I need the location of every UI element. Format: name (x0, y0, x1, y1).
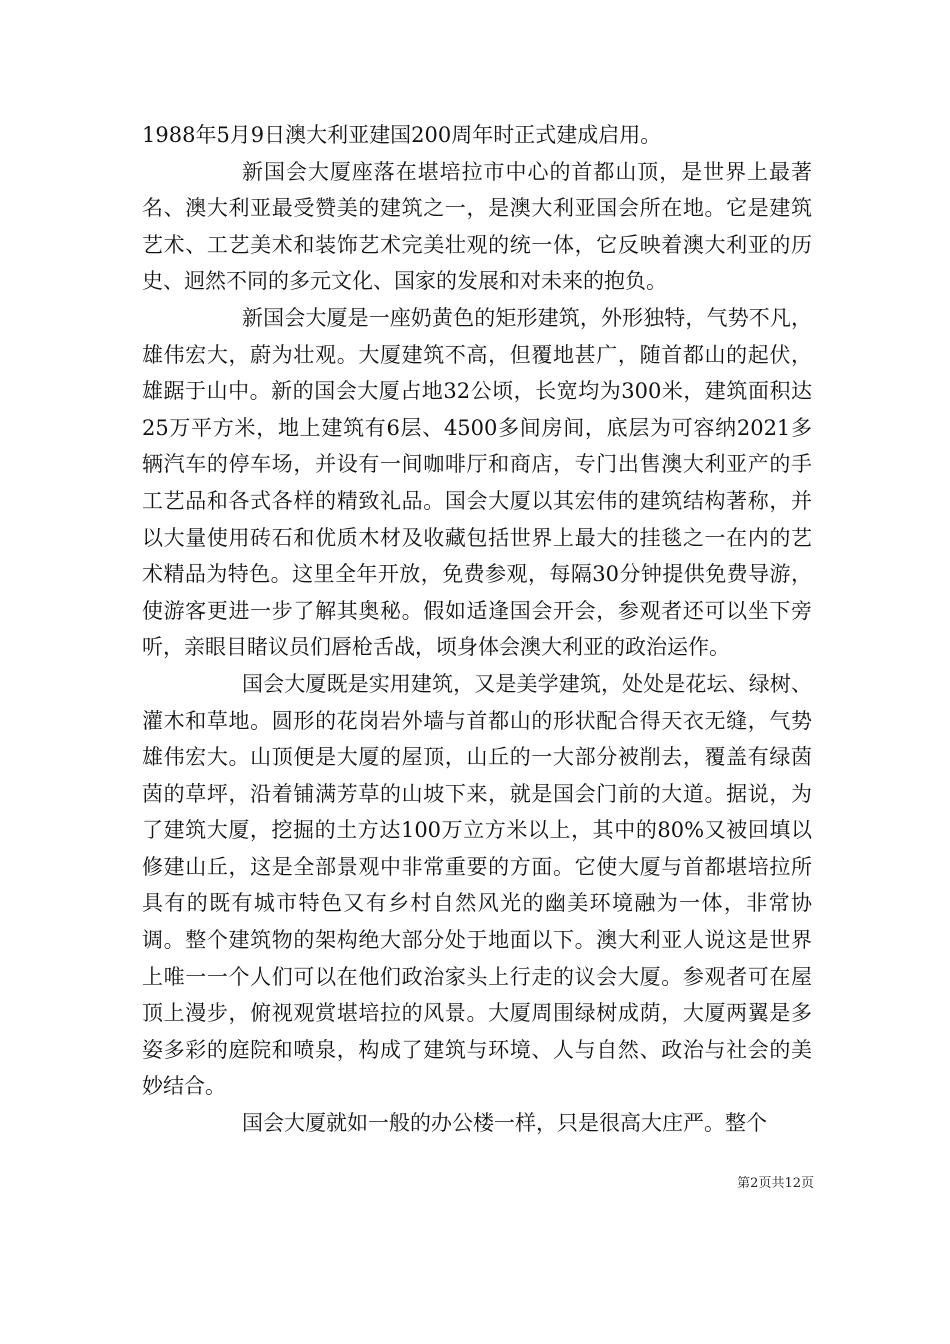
paragraph-parliament-location: 新国会大厦座落在堪培拉市中心的首都山顶，是世界上最著名、澳大利亚最受赞美的建筑之一，是澳大利亚国会所在地。它是建筑艺术、工艺美术和装饰艺术完美壮观的统一体，它反映着澳大利亚的历史、迥然不同的多元文化、国家的发展和对未来的抱负。 (142, 159, 812, 294)
paragraph-office-building: 国会大厦就如一般的办公楼一样，只是很高大庄严。整个 (242, 1111, 767, 1136)
paragraph-building-description: 新国会大厦是一座奶黄色的矩形建筑，外形独特，气势不凡，雄伟宏大，蔚为壮观。大厦建筑不高，但覆地甚广，随首都山的起伏，雄踞于山中。新的国会大厦占地32公顷，长宽均为300米，建筑面积达25万平方米，地上建筑有6层、4500多间房间，底层为可容纳2021多辆汽车的停车场，并设有一间咖啡厅和商店，专门出售澳大利亚产的手工艺品和各式各样的精致礼品。国会大厦以其宏伟的建筑结构著称，并以大量使用砖石和优质木材及收藏包括世界上最大的挂毯之一在内的艺术精品为特色。这里全年开放，免费参观，每隔30分钟提供免费导游，使游客更进一步了解其奥秘。假如适逢国会开会，参观者还可以坐下旁听，亲眼目睹议员们唇枪舌战，顷身体会澳大利亚的政治运作。 (142, 305, 812, 660)
page-number-footer: 第2页共12页 (737, 1176, 814, 1191)
document-body (142, 117, 812, 1142)
paragraph-landscape-design: 国会大厦既是实用建筑，又是美学建筑，处处是花坛、绿树、灌木和草地。圆形的花岗岩外墙与首都山的形状配合得天衣无缝，气势雄伟宏大。山顶便是大厦的屋顶，山丘的一大部分被削去，覆盖有绿茵茵的草坪，沿着铺满芳草的山坡下来，就是国会门前的大道。据说，为了建筑大厦，挖掘的土方达100万立方米以上，其中的80%又被回填以修建山丘，这是全部景观中非常重要的方面。它使大厦与首都堪培拉所具有的既有城市特色又有乡村自然风光的幽美环境融为一体，非常协调。整个建筑物的架构绝大部分处于地面以下。澳大利亚人说这是世界上唯一一个人们可以在他们政治家头上行走的议会大厦。参观者可在屋顶上漫步，俯视观赏堪培拉的风景。大厦周围绿树成荫，大厦两翼是多姿多彩的庭院和喷泉，构成了建筑与环境、人与自然、政治与社会的美妙结合。 (142, 671, 812, 1099)
paragraph-continued: 1988年5月9日澳大利亚建国200周年时正式建成启用。 (142, 123, 662, 147)
